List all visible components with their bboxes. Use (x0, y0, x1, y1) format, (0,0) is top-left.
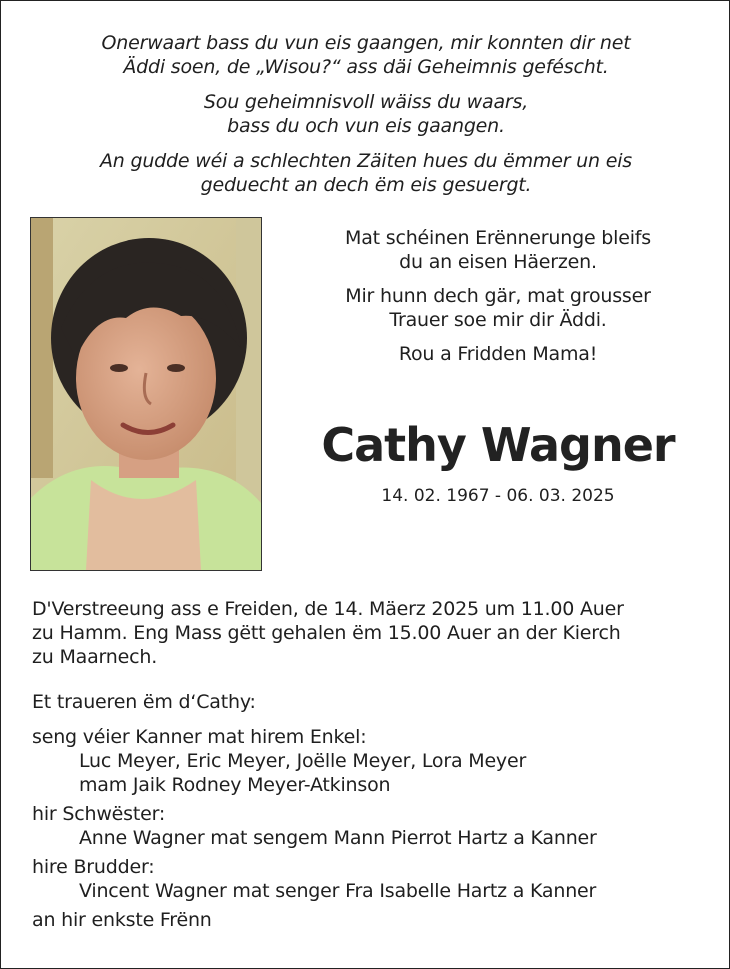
funeral-line: zu Hamm. Eng Mass gëtt gehalen ëm 15.00 Auer an der Kierch (32, 622, 621, 644)
mourner-group-label: seng véier Kanner mat hirem Enkel: (32, 726, 367, 748)
funeral-line: zu Maarnech. (32, 646, 158, 668)
funeral-details (32, 597, 712, 669)
poem-line: Äddi soen, de „Wisou?“ ass däi Geheimnis geféscht. (123, 56, 609, 78)
mourner-group (32, 725, 712, 797)
verse-stanza (301, 284, 695, 332)
verse-line: Mat schéinen Erënnerunge bleifs (345, 227, 651, 249)
memorial-verse (301, 226, 695, 376)
mourner-group (32, 855, 712, 903)
mourners-list (32, 690, 712, 932)
mourners-closing: an hir enkste Frënn (32, 909, 212, 931)
funeral-line: D'Verstreeung ass e Freiden, de 14. Mäerz 2025 um 11.00 Auer (32, 598, 624, 620)
mourner-group-label: hir Schwëster: (32, 803, 166, 825)
mourner-group-members (32, 879, 712, 903)
verse-line: du an eisen Häerzen. (399, 251, 597, 273)
poem-line: bass du och vun eis gaangen. (227, 115, 505, 137)
deceased-name: Cathy Wagner (321, 418, 675, 472)
mourner-group-members (32, 749, 712, 797)
mourner-line: Anne Wagner mat sengem Mann Pierrot Hartz a Kanner (79, 827, 597, 849)
mourner-line: Vincent Wagner mat senger Fra Isabelle Hartz a Kanner (79, 880, 597, 902)
poem-line: geduecht an dech ëm eis gesuergt. (200, 174, 532, 196)
opening-poem (1, 31, 730, 208)
mourner-line: mam Jaik Rodney Meyer-Atkinson (79, 774, 391, 796)
portrait-photo (30, 217, 262, 571)
poem-stanza (1, 90, 730, 138)
verse-line: Rou a Fridden Mama! (398, 343, 598, 365)
verse-line: Mir hunn dech gär, mat grousser (345, 285, 651, 307)
poem-line: An gudde wéi a schlechten Zäiten hues du ëmmer un eis (100, 150, 632, 172)
verse-line: Trauer soe mir dir Äddi. (389, 309, 607, 331)
mourner-group (32, 802, 712, 850)
mourner-group-label: hire Brudder: (32, 856, 155, 878)
mourner-group-members (32, 826, 712, 850)
mourners-intro: Et traueren ëm d‘Cathy: (32, 691, 256, 713)
poem-stanza (1, 149, 730, 197)
verse-stanza (301, 226, 695, 274)
poem-line: Onerwaart bass du vun eis gaangen, mir konnten dir net (101, 32, 631, 54)
mourner-line: Luc Meyer, Eric Meyer, Joëlle Meyer, Lora Meyer (79, 750, 527, 772)
poem-stanza (1, 31, 730, 79)
life-dates: 14. 02. 1967 - 06. 03. 2025 (381, 486, 615, 506)
verse-stanza (301, 342, 695, 366)
poem-line: Sou geheimnisvoll wäiss du waars, (203, 91, 529, 113)
